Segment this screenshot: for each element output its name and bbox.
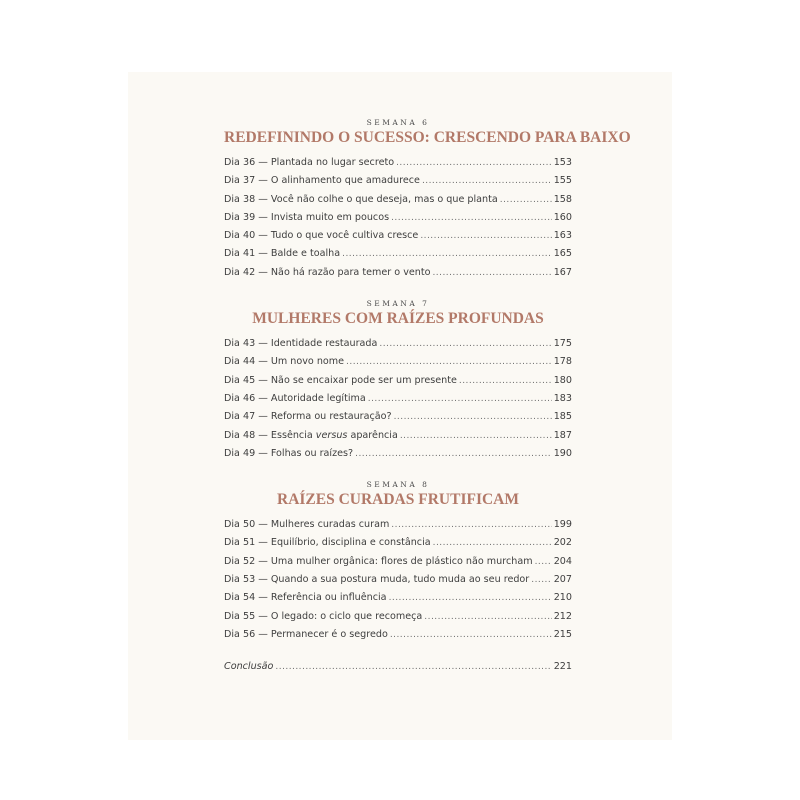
entry-page: 183 <box>553 392 572 404</box>
entry-label: Dia 41 — Balde e toalha <box>224 248 341 260</box>
dot-leader <box>400 430 552 441</box>
entry-page: 180 <box>553 374 572 386</box>
dot-leader <box>394 411 552 422</box>
dot-leader <box>422 175 552 186</box>
dot-leader <box>432 267 551 278</box>
entry-page: 212 <box>553 610 572 622</box>
toc-entry <box>224 574 572 592</box>
dot-leader <box>420 230 551 241</box>
entry-label: Dia 47 — Reforma ou restauração? <box>224 411 392 423</box>
conclusion-label: Conclusão <box>224 661 274 673</box>
entry-label: Dia 42 — Não há razão para temer o vento <box>224 266 431 278</box>
entry-page: 160 <box>553 211 572 223</box>
dot-leader <box>379 338 551 349</box>
toc-entry <box>224 556 572 574</box>
entry-page: 163 <box>553 230 572 242</box>
entry-label: Dia 38 — Você não colhe o que deseja, mas o que planta <box>224 193 498 205</box>
dot-leader <box>391 212 552 223</box>
entry-label: Dia 49 — Folhas ou raízes? <box>224 447 354 459</box>
toc-entry <box>224 375 572 393</box>
entry-page: 185 <box>553 411 572 423</box>
dot-leader <box>275 661 551 672</box>
entry-label: Dia 40 — Tudo o que você cultiva cresce <box>224 230 419 242</box>
entry-label: Dia 50 — Mulheres curadas curam <box>224 519 390 531</box>
toc-entry <box>224 592 572 610</box>
toc-entry <box>224 230 572 248</box>
book-page <box>128 72 672 740</box>
entry-page: 210 <box>553 592 572 604</box>
entry-page: 202 <box>553 537 572 549</box>
entry-page: 190 <box>553 447 572 459</box>
entry-label: Dia 55 — O legado: o ciclo que recomeça <box>224 610 423 622</box>
entry-page: 167 <box>553 266 572 278</box>
entry-page: 187 <box>553 429 572 441</box>
dot-leader <box>342 248 552 259</box>
toc-entry <box>224 356 572 374</box>
toc-entry <box>224 175 572 193</box>
dot-leader <box>459 375 552 386</box>
entry-label: Dia 53 — Quando a sua postura muda, tudo muda ao seu redor <box>224 574 530 586</box>
entry-label: Dia 44 — Um novo nome <box>224 356 345 368</box>
dot-leader <box>389 592 552 603</box>
entry-label: Dia 54 — Referência ou influência <box>224 592 387 604</box>
entry-label: Dia 39 — Invista muito em poucos <box>224 211 390 223</box>
week-title: MULHERES COM RAÍZES PROFUNDAS <box>252 310 544 328</box>
week-7-section <box>224 299 572 466</box>
dot-leader <box>390 629 552 640</box>
entry-label: Dia 43 — Identidade restaurada <box>224 338 378 350</box>
dot-leader <box>391 519 551 530</box>
dot-leader <box>424 611 551 622</box>
entry-page: 153 <box>553 157 572 168</box>
toc-entry <box>224 519 572 537</box>
entry-label: Dia 46 — Autoridade legítima <box>224 392 366 404</box>
week-8-section <box>224 480 572 647</box>
toc-entry <box>224 629 572 647</box>
dot-leader <box>433 537 552 548</box>
toc-entry <box>224 448 572 466</box>
entry-label: Dia 48 — Essência versus aparência <box>224 429 398 441</box>
entry-label: Dia 37 — O alinhamento que amadurece <box>224 175 420 187</box>
dot-leader <box>500 194 552 205</box>
entry-label: Dia 56 — Permanecer é o segredo <box>224 628 388 640</box>
toc-entry <box>224 338 572 356</box>
entry-label: Dia 51 — Equilíbrio, disciplina e constância <box>224 537 431 549</box>
toc-entry <box>224 157 572 175</box>
week-label: SEMANA 8 <box>366 480 430 490</box>
dot-leader <box>396 157 552 168</box>
week-title: RAÍZES CURADAS FRUTIFICAM <box>277 491 519 509</box>
week-6-section <box>224 118 631 285</box>
week-title: REDEFININDO O SUCESSO: CRESCENDO PARA BAIXO <box>224 129 631 146</box>
table-of-contents <box>224 118 631 680</box>
entry-page: 215 <box>553 628 572 640</box>
dot-leader <box>535 556 552 567</box>
entry-page: 178 <box>553 356 572 368</box>
toc-entry <box>224 537 572 555</box>
entry-page: 207 <box>553 574 572 586</box>
entry-page: 158 <box>553 193 572 205</box>
toc-entry <box>224 248 572 266</box>
entry-page: 204 <box>553 555 572 567</box>
dot-leader <box>355 448 552 459</box>
toc-entry <box>224 411 572 429</box>
entry-page: 199 <box>553 519 572 531</box>
toc-entry <box>224 267 572 285</box>
entry-page: 155 <box>553 175 572 187</box>
week-label: SEMANA 6 <box>366 118 430 127</box>
conclusion-page: 221 <box>553 661 572 673</box>
week-label: SEMANA 7 <box>366 299 430 309</box>
entry-label: Dia 36 — Plantada no lugar secreto <box>224 157 395 168</box>
toc-entry <box>224 611 572 629</box>
toc-entry <box>224 194 572 212</box>
entry-label: Dia 45 — Não se encaixar pode ser um presente <box>224 374 457 386</box>
entry-label: Dia 52 — Uma mulher orgânica: flores de plástico não murcham <box>224 555 533 567</box>
entry-page: 165 <box>553 248 572 260</box>
dot-leader <box>531 574 551 585</box>
dot-leader <box>346 356 552 367</box>
conclusion-entry <box>224 661 572 679</box>
dot-leader <box>368 393 552 404</box>
entry-page: 175 <box>553 338 572 350</box>
toc-entry <box>224 212 572 230</box>
toc-entry <box>224 393 572 411</box>
toc-entry <box>224 430 572 448</box>
